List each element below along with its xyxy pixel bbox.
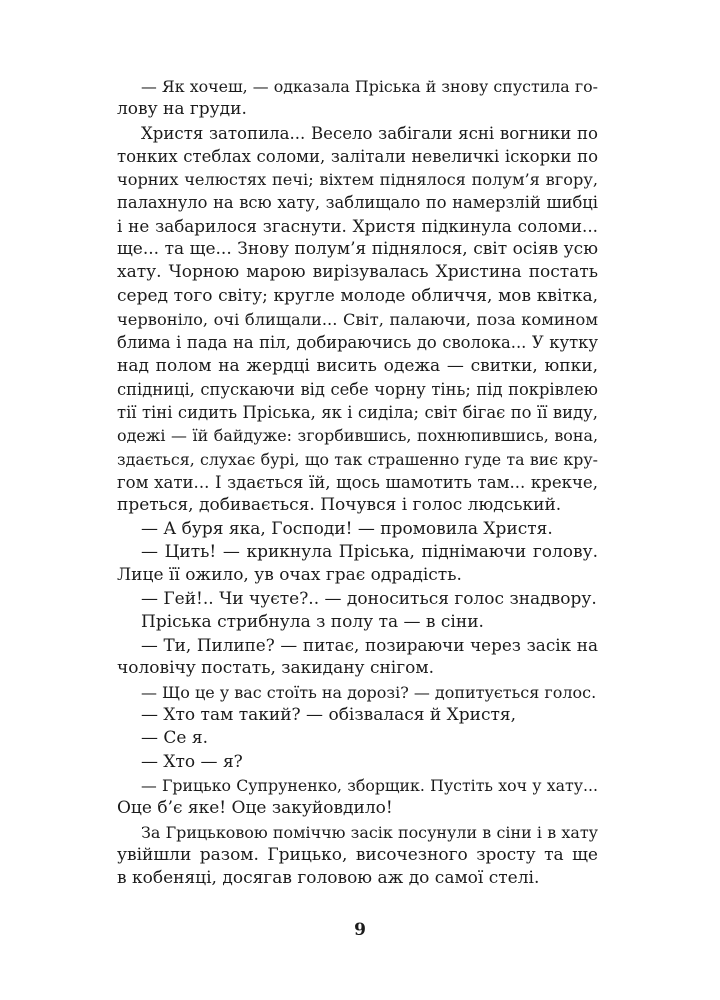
text-line: здається, слухає бурі, що так страшенно гуде та виє кру- <box>117 449 598 469</box>
paragraph <box>117 75 598 122</box>
text-line: Лице її ожило, ув очах грає одрадість. <box>117 565 462 586</box>
text-line: — Ти, Пилипе? — питає, позираючи через засік на <box>141 635 598 656</box>
text-line: — Грицько Супруненко, зборщик. Пустіть хоч у хату... <box>141 775 598 795</box>
page-number: 9 <box>354 920 366 940</box>
paragraph <box>117 727 598 750</box>
text-line: За Грицьковою поміччю засік посунули в сіни і в хату <box>141 822 598 842</box>
paragraph <box>117 704 598 727</box>
paragraph <box>117 541 598 588</box>
text-line: — Цить! — крикнула Пріська, піднімаючи голову. <box>141 541 598 562</box>
paragraph <box>117 774 598 821</box>
paragraph <box>117 634 598 681</box>
text-line: і не забарилося згаснути. Христя підкинула соломи... <box>117 215 598 236</box>
paragraph <box>117 681 598 704</box>
text-line: гом хати... І здається їй, щось шамотить там... крекче, <box>117 473 598 493</box>
text-line: чоловічу постать, закидану снігом. <box>117 658 435 679</box>
text-line: блима і пада на піл, добираючись до сволока... У кутку <box>117 333 598 353</box>
paragraph <box>117 122 598 518</box>
text-line: — Хто — я? <box>141 751 243 772</box>
paragraph <box>117 821 598 891</box>
text-line: увійшли разом. Грицько, височезного зросту та ще <box>117 844 598 865</box>
text-line: хату. Чорною марою вирізувалась Христина постать <box>117 262 598 283</box>
paragraph <box>117 611 598 634</box>
paragraph <box>117 518 598 541</box>
text-line: преться, добивається. Почувся і голос людський. <box>117 495 562 516</box>
text-line: чорних челюстях печі; вiхтем піднялося полум’я вгору, <box>117 170 598 190</box>
paragraph <box>117 751 598 774</box>
paragraph <box>117 588 598 611</box>
book-page-text <box>117 75 598 890</box>
text-line: палахнуло на всю хату, заблищало по намерзлій шибці <box>117 193 598 213</box>
text-line: ще... та ще... Знову полум’я піднялося, світ осіяв усю <box>117 239 598 260</box>
text-line: тонких стеблах соломи, залітали невеличкі іскорки по <box>117 146 598 166</box>
text-line: Пріська стрибнула з полу та — в сіни. <box>141 611 484 632</box>
text-line: в кобеняці, досягав головою аж до самої стелі. <box>117 868 540 889</box>
text-line: Оце б’є яке! Оце закуйовдило! <box>117 798 393 819</box>
text-line: серед того світу; кругле молоде обличчя, мов квітка, <box>117 285 598 306</box>
text-line: лову на груди. <box>117 99 247 120</box>
text-line: — Що це у вас стоїть на дорозі? — допитується голос. <box>141 682 597 702</box>
text-line: спідниці, спускаючи від себе чорну тінь; під покрівлею <box>117 379 598 399</box>
text-line: над полом на жердці висить одежа — свитки, юпки, <box>117 355 598 376</box>
text-line: — Як хочеш, — одказала Пріська й знову спустила го- <box>141 77 598 96</box>
text-line: — А буря яка, Господи! — промовила Христя. <box>141 518 553 539</box>
text-line: одежі — їй байдуже: згорбившись, похнюпившись, вона, <box>117 426 598 446</box>
text-line: тії тіні сидить Пріська, як і сиділа; світ бігає по її виду, <box>117 403 598 423</box>
text-line: — Се я. <box>141 728 209 749</box>
text-line: — Гей!.. Чи чуєте?.. — доноситься голос знадвору. <box>141 588 597 609</box>
text-line: Христя затопила... Весело забігали ясні вогники по <box>141 123 598 143</box>
text-line: — Хто там такий? — обізвалася й Христя, <box>141 705 517 726</box>
text-line: червоніло, очі блищали... Світ, палаючи, поза комином <box>117 309 598 329</box>
